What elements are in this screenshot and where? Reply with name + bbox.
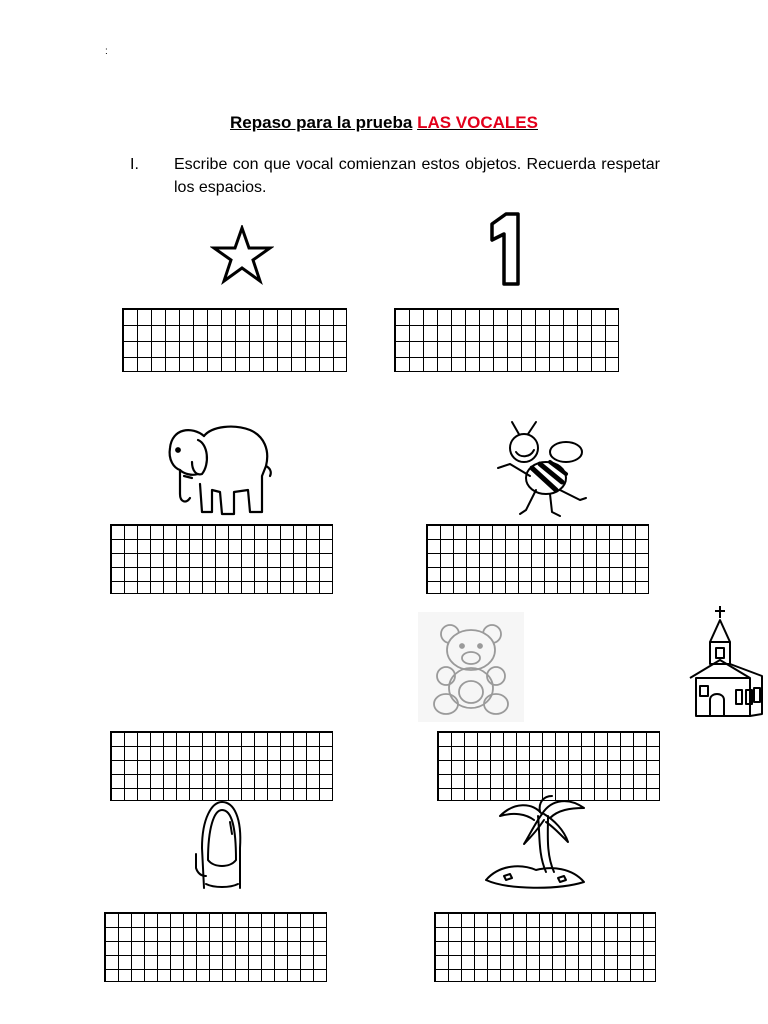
title-main: Repaso para la prueba [230, 113, 413, 132]
writing-grid-nail[interactable] [104, 912, 327, 982]
writing-grid-island[interactable] [434, 912, 656, 982]
teddy-bear-icon [418, 612, 524, 722]
writing-grid-bee[interactable] [426, 524, 649, 594]
elephant-icon [162, 420, 274, 520]
page-mark: : [105, 46, 108, 57]
page-title [0, 113, 768, 133]
writing-grid-teddy[interactable] [110, 731, 333, 801]
finger-nail-icon [190, 798, 254, 894]
writing-grid-star[interactable] [122, 308, 347, 372]
writing-grid-one[interactable] [394, 308, 619, 372]
instruction-number: I. [130, 156, 139, 173]
instruction-text: Escribe con que vocal comienzan estos objetos. Recuerda respetar los espacios. [174, 156, 660, 196]
star-icon [210, 225, 274, 285]
title-accent: LAS VOCALES [417, 113, 538, 132]
island-icon [478, 794, 590, 892]
writing-grid-elephant[interactable] [110, 524, 333, 594]
writing-grid-church[interactable] [437, 731, 660, 801]
bee-icon [490, 418, 590, 520]
number-one-icon [484, 210, 524, 290]
church-icon [688, 604, 764, 720]
